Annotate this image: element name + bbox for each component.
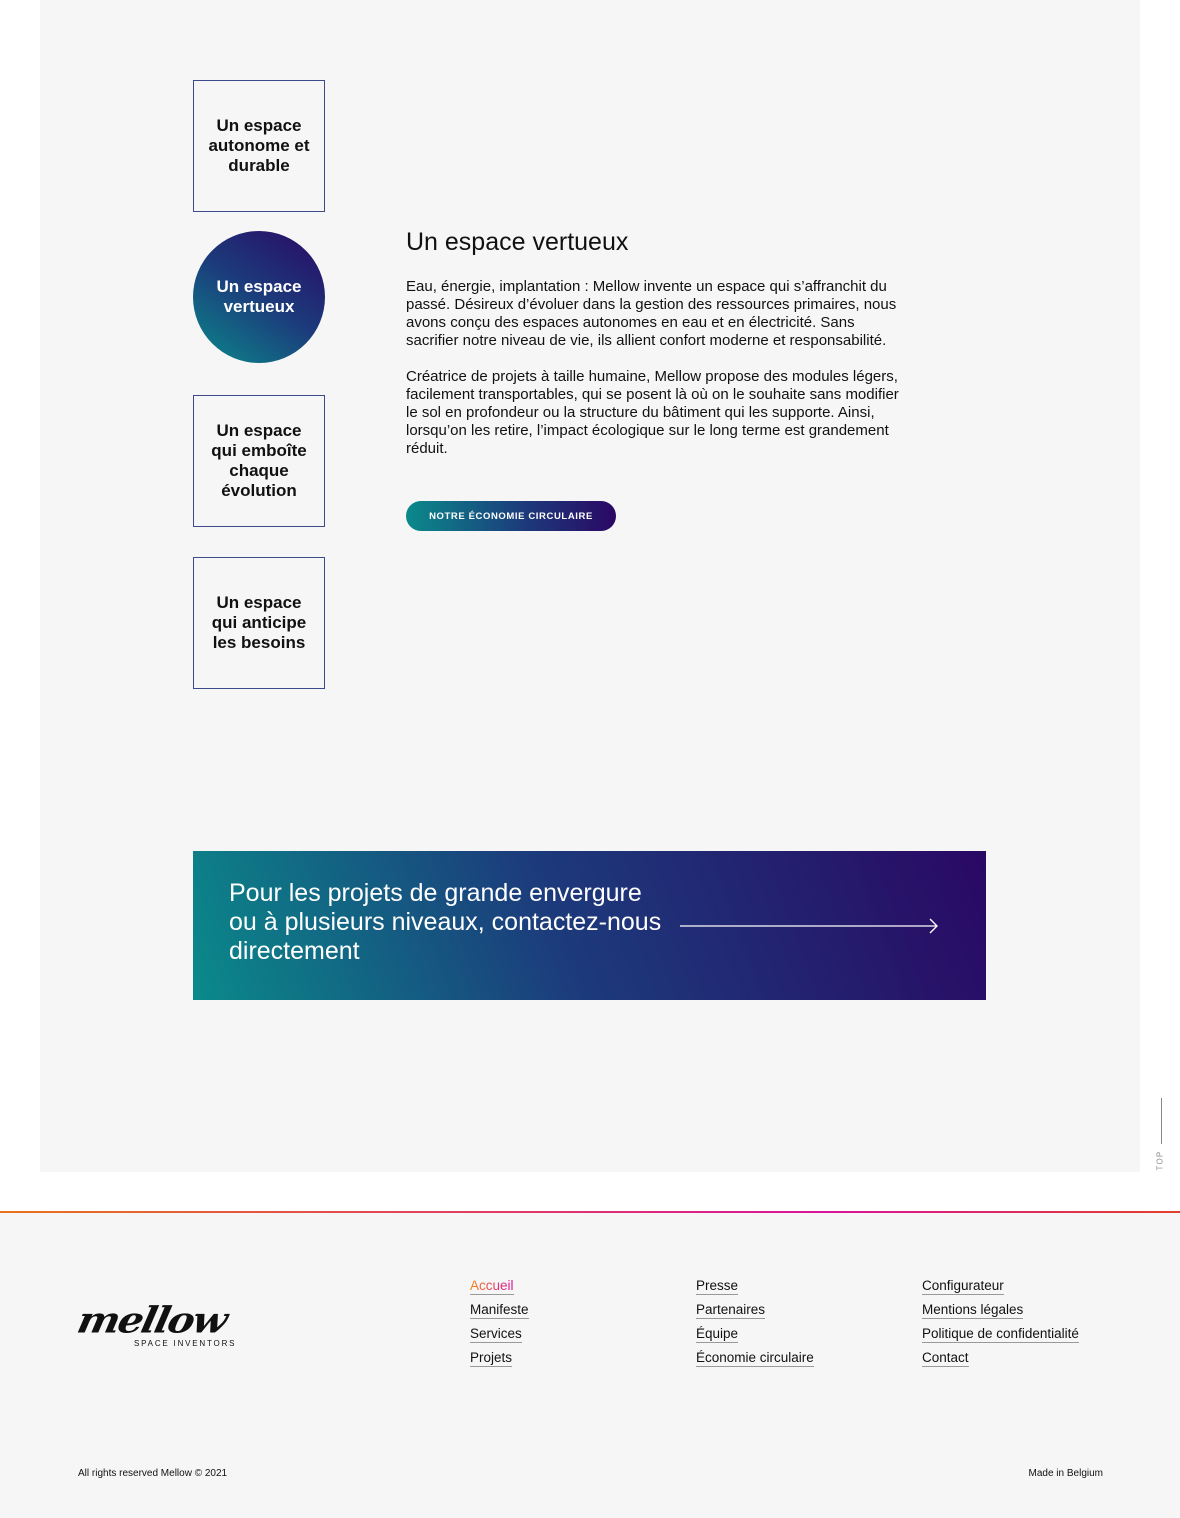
tab-label: Un espace vertueux	[216, 277, 302, 316]
footer-link-partenaires[interactable]: Partenaires	[696, 1302, 766, 1317]
made-in-text: Made in Belgium	[1028, 1468, 1103, 1479]
footer-nav-column	[470, 1277, 529, 1373]
footer-link-politique-confidentialite[interactable]: Politique de confidentialité	[922, 1326, 1079, 1341]
footer-link-economie-circulaire[interactable]: Économie circulaire	[696, 1350, 814, 1365]
tab-content	[406, 226, 911, 458]
footer-nav-column	[696, 1277, 814, 1373]
content-paragraph: Créatrice de projets à taille humaine, Mellow propose des modules légers, facilement transportables, qui se posent là où on le souhaite sans modifier le sol en profondeur ou la structure du bâtiment qui les supporte. Ainsi, lorsqu’on les retire, l’impact écologique sur le long terme est grandement réduit.	[406, 368, 899, 457]
tab-label: Un espace qui anticipe les besoins	[211, 593, 307, 652]
footer-nav-column	[922, 1277, 1079, 1373]
logo-tagline: SPACE INVENTORS	[134, 1339, 237, 1348]
economie-circulaire-button[interactable]: NOTRE ÉCONOMIE CIRCULAIRE	[406, 501, 616, 531]
mellow-logo[interactable]	[73, 1299, 240, 1351]
content-title: Un espace vertueux	[406, 228, 629, 256]
footer-link-presse[interactable]: Presse	[696, 1278, 739, 1293]
footer-link-accueil[interactable]: Accueil	[470, 1278, 514, 1293]
contact-cta-banner[interactable]	[193, 851, 986, 1000]
footer-link-services[interactable]: Services	[470, 1326, 522, 1341]
tab-vertueux[interactable]	[193, 231, 325, 363]
tab-label: Un espace autonome et durable	[208, 116, 310, 175]
footer-link-mentions-legales[interactable]: Mentions légales	[922, 1302, 1024, 1317]
top-line	[1161, 1098, 1162, 1144]
footer-link-contact[interactable]: Contact	[922, 1350, 969, 1365]
logo-wordmark: mellow	[73, 1299, 230, 1342]
top-label: TOP	[1155, 1150, 1165, 1171]
footer-link-manifeste[interactable]: Manifeste	[470, 1302, 529, 1317]
footer-link-projets[interactable]: Projets	[470, 1350, 513, 1365]
footer	[0, 1213, 1180, 1518]
tab-emboite-evolution[interactable]	[193, 395, 325, 527]
footer-link-configurateur[interactable]: Configurateur	[922, 1278, 1004, 1293]
copyright-text: All rights reserved Mellow © 2021	[78, 1468, 228, 1479]
tab-autonome-durable[interactable]	[193, 80, 325, 212]
tab-label: Un espace qui emboîte chaque évolution	[211, 421, 307, 500]
arrow-right-icon	[680, 917, 940, 935]
footer-link-equipe[interactable]: Équipe	[696, 1326, 739, 1341]
back-to-top-link[interactable]	[1148, 1098, 1174, 1174]
cta-text: Pour les projets de grande envergure ou à plusieurs niveaux, contactez-nous directement	[229, 879, 662, 965]
content-paragraph: Eau, énergie, implantation : Mellow invente un espace qui s’affranchit du passé. Désireux d’évoluer dans la gestion des ressources primaires, nous avons conçu des espaces autonomes en eau et en électricité. Sans sacrifier notre niveau de vie, ils allient confort moderne et responsabilité.	[406, 278, 897, 349]
tab-anticipe-besoins[interactable]	[193, 557, 325, 689]
